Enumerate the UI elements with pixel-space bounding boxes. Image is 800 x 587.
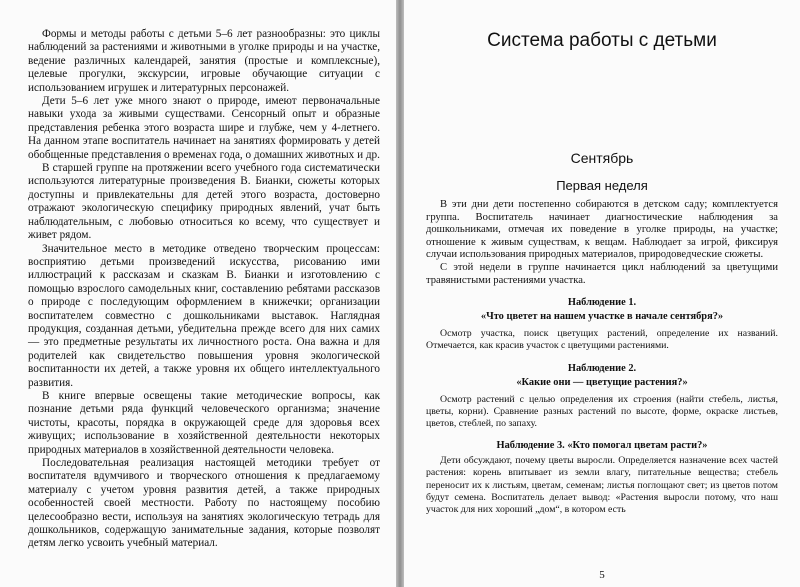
observation-2-subtitle: «Какие они — цветущие растения?» <box>516 376 688 388</box>
section-heading: Система работы с детьми <box>487 30 717 51</box>
left-paragraph: Последовательная реализация настоящей методики требует от воспитателя вдумчивого и творческого отношения к предлагаемому материалу с учетом уровня развития детей, а также природных особенностей своей местности. Работу по настоящему пособию целесообразно вести, используя на занятиях экологическую тетрадь для дошкольников, содержащую занимательные задания, которые позволят детям легко усвоить учебный материал. <box>28 457 380 550</box>
intro-paragraph: С этой недели в группе начинается цикл наблюдений за цветущими травянистыми растениями участка. <box>426 261 778 286</box>
observation-1-title: Наблюдение 1. <box>567 297 637 309</box>
left-paragraph: В книге впервые освещены такие методические вопросы, как познание детьми ряда функций человеческого организма; значение чистоты, красоты, порядка в окружающей среде для здоровья всех живущих; использование в хозяйственной деятельности некоторых природных материалов в хозяйственной деятельности человека. <box>28 389 380 456</box>
observation-1-subtitle: «Что цветет на нашем участке в начале сентября?» <box>480 311 724 323</box>
left-paragraph: Формы и методы работы с детьми 5–6 лет разнообразны: это циклы наблюдений за растениями и животными в уголке природы и на участке, ведение различных календарей, занятия (простые и комплексные), целевые прогулки, экскурсии, игровые обучающие ситуации с использованием игрушек и литературных персонажей. <box>28 28 380 94</box>
observation-1-text: Осмотр участка, поиск цветущих растений, определение их названий. Отмечается, как красив участок с цветущими растениями. <box>426 328 778 352</box>
left-page <box>0 0 396 587</box>
book-gutter <box>396 0 404 587</box>
page-number: 5 <box>599 569 605 581</box>
observation-2-title: Наблюдение 2. <box>567 362 637 374</box>
right-page <box>404 0 800 587</box>
observation-2-text: Осмотр растений с целью определения их строения (найти стебель, листья, цветы, корни). Сравнение разных растений по высоте, форме, окраске листьев, цветов, стеблей, по запаху. <box>426 393 778 429</box>
left-paragraph: Значительное место в методике отведено творческим процессам: восприятию детьми произведений искусства, рисованию ими иллюстраций к рассказам и сказкам В. Бианки и изготовлению с помощью взрослого самодельных книг, составлению ребятами рассказов о природе с последующим оформлением в книжечки; организации воспитателем совместно с дошкольниками выставок. Наглядная продукция, созданная детьми, убедительна прежде всего для них самих — это предметные результаты их личностного роста. Она важна и для родителей как свидетельство повышения уровня экологической воспитанности их детей, а также уровня их общего интеллектуального развития. <box>28 242 380 389</box>
observation-3-text: Дети обсуждают, почему цветы выросли. Определяется назначение всех частей растения: корень впитывает из земли влагу, питательные вещества; стебель переносит их к листьям, цветам, семенам; листья поглощают свет; из цветов потом будут семена. Воспитатель делает вывод: «Растения выросли потому, что наш участок для них хороший „дом“, в котором есть <box>426 455 778 515</box>
left-paragraph: В старшей группе на протяжении всего учебного года систематически используются литературные произведения В. Бианки, сюжеты которых доступны и привлекательны для детей этого возраста, достоверно отражают экологическую специфику природных явлений, учат быть наблюдательным, с любовью относиться ко всему, что существует и живет рядом. <box>28 162 380 242</box>
week-heading: Первая неделя <box>556 178 648 193</box>
observation-3-title: Наблюдение 3. «Кто помогал цветам расти?» <box>496 440 708 452</box>
left-paragraph: Дети 5–6 лет уже много знают о природе, имеют первоначальные навыки ухода за живыми существами. Сенсорный опыт и образные представления ребенка этого возраста шире и глубже, чем у 4-летнего. На данном этапе воспитатель начинает на занятиях формировать у детей обобщенные представления о временах года, о домашних животных и др. <box>28 95 380 161</box>
month-heading: Сентябрь <box>570 150 634 166</box>
intro-paragraph: В эти дни дети постепенно собираются в детском саду; комплектуется группа. Воспитатель начинает диагностические наблюдения за дошкольниками, отмечая их поведение в уголке природы, на участке; отношение к живым существам, к вещам. Наблюдает за игрой, фиксируя случаи использования природных материалов, природоведческие сюжеты. <box>426 199 778 261</box>
